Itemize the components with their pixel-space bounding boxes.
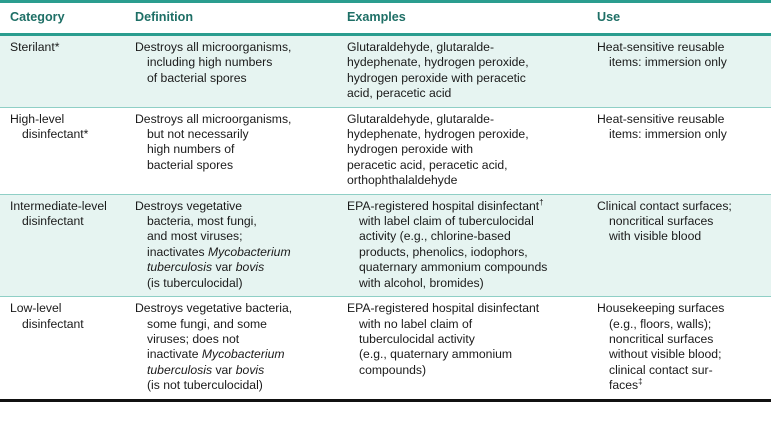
table-row-sterilant: [0, 35, 771, 108]
examples-line: [347, 199, 581, 214]
category-line: High-level: [10, 111, 65, 126]
use-line: with visible blood: [609, 229, 702, 244]
definition-line: [135, 347, 331, 362]
definition-text: var: [215, 362, 233, 377]
definition-line: viruses; does not: [147, 331, 240, 346]
category-line: disinfectant: [22, 316, 84, 331]
organism-name: tuberculosis: [147, 260, 213, 275]
header-definition: Definition: [135, 10, 194, 25]
definition-line: Destroys all microorganisms,: [135, 111, 292, 126]
use-line: [597, 378, 765, 393]
use-line: items: immersion only: [609, 127, 727, 142]
category-line: disinfectant: [22, 214, 84, 229]
cell-category: [0, 297, 125, 400]
category-line: Intermediate-level: [10, 198, 107, 213]
organism-name: tuberculosis: [147, 362, 213, 377]
cell-use: [587, 35, 771, 108]
definition-line: but not necessarily: [147, 127, 249, 142]
definition-text: var: [215, 260, 233, 275]
examples-line: acid, peracetic acid: [347, 86, 452, 101]
definition-line: Destroys all microorganisms,: [135, 40, 292, 54]
table-body: [0, 35, 771, 401]
examples-line: Glutaraldehyde, glutaralde-: [347, 111, 495, 126]
examples-line: products, phenolics, iodophors,: [359, 244, 528, 259]
examples-line: with alcohol, bromides): [359, 275, 484, 290]
examples-line: activity (e.g., chlorine-based: [359, 229, 511, 244]
table-header: [0, 2, 771, 35]
cell-examples: [337, 35, 587, 108]
examples-line: tuberculocidal activity: [359, 331, 475, 346]
cell-use: [587, 297, 771, 400]
examples-line: hydephenate, hydrogen peroxide,: [347, 55, 529, 70]
double-dagger-footnote-mark: ‡: [638, 377, 643, 387]
header-row: [0, 2, 771, 35]
organism-name: Mycobacterium: [207, 244, 291, 259]
cell-examples: [337, 194, 587, 296]
use-line: Housekeeping surfaces: [597, 301, 725, 316]
definition-line: bacteria, most fungi,: [147, 214, 257, 229]
definition-line: Destroys vegetative: [135, 198, 243, 213]
organism-name: bovis: [235, 362, 265, 377]
cell-examples: [337, 107, 587, 194]
examples-line: hydrogen peroxide with: [347, 142, 474, 157]
cell-examples: [337, 297, 587, 400]
organism-name: Mycobacterium: [201, 347, 285, 362]
cell-definition: [125, 297, 337, 400]
category-line: Sterilant*: [10, 40, 60, 54]
definition-line: and most viruses;: [147, 229, 243, 244]
use-line: items: immersion only: [609, 55, 727, 70]
table-row-high-level: [0, 107, 771, 194]
definition-line: (is not tuberculocidal): [147, 378, 263, 393]
definition-line: (is tuberculocidal): [147, 275, 243, 290]
cell-category: [0, 194, 125, 296]
examples-line: with label claim of tuberculocidal: [359, 214, 534, 229]
definition-line: some fungi, and some: [147, 316, 267, 331]
header-category: Category: [10, 10, 65, 25]
use-line: clinical contact sur-: [609, 362, 713, 377]
use-line: noncritical surfaces: [609, 214, 714, 229]
definition-line: [135, 363, 331, 378]
examples-line: with no label claim of: [359, 316, 473, 331]
use-line: (e.g., floors, walls);: [609, 316, 712, 331]
examples-text: EPA-registered hospital disinfectant: [347, 198, 540, 213]
use-text: faces: [609, 378, 639, 393]
cell-use: [587, 107, 771, 194]
definition-text: inactivate: [147, 347, 199, 362]
examples-line: quaternary ammonium compounds: [359, 260, 548, 275]
table-row-low-level: [0, 297, 771, 400]
definition-line: [135, 260, 331, 275]
header-use: Use: [597, 10, 621, 25]
cell-category: [0, 35, 125, 108]
use-line: without visible blood;: [609, 347, 722, 362]
examples-line: Glutaraldehyde, glutaralde-: [347, 40, 495, 54]
cell-use: [587, 194, 771, 296]
dagger-footnote-mark: †: [539, 197, 544, 207]
definition-line: of bacterial spores: [147, 70, 247, 85]
examples-line: hydephenate, hydrogen peroxide,: [347, 127, 529, 142]
cell-definition: [125, 107, 337, 194]
examples-line: orthophthalaldehyde: [347, 173, 458, 188]
table-row-intermediate-level: [0, 194, 771, 296]
header-examples: Examples: [347, 10, 406, 25]
examples-line: EPA-registered hospital disinfectant: [347, 301, 540, 316]
examples-line: compounds): [359, 362, 427, 377]
examples-line: peracetic acid, peracetic acid,: [347, 157, 508, 172]
definition-line: Destroys vegetative bacteria,: [135, 301, 293, 316]
cell-category: [0, 107, 125, 194]
use-line: Clinical contact surfaces;: [597, 198, 732, 213]
definition-line: [135, 245, 331, 260]
cell-definition: [125, 35, 337, 108]
examples-line: hydrogen peroxide with peracetic: [347, 70, 526, 85]
definition-line: including high numbers: [147, 55, 273, 70]
category-line: Low-level: [10, 301, 62, 316]
definition-line: bacterial spores: [147, 157, 234, 172]
definition-text: inactivates: [147, 244, 205, 259]
category-line: disinfectant*: [22, 127, 89, 142]
definition-line: high numbers of: [147, 142, 235, 157]
cell-definition: [125, 194, 337, 296]
use-line: Heat-sensitive reusable: [597, 111, 725, 126]
use-line: Heat-sensitive reusable: [597, 40, 725, 54]
examples-line: (e.g., quaternary ammonium: [359, 347, 513, 362]
organism-name: bovis: [235, 260, 265, 275]
use-line: noncritical surfaces: [609, 331, 714, 346]
